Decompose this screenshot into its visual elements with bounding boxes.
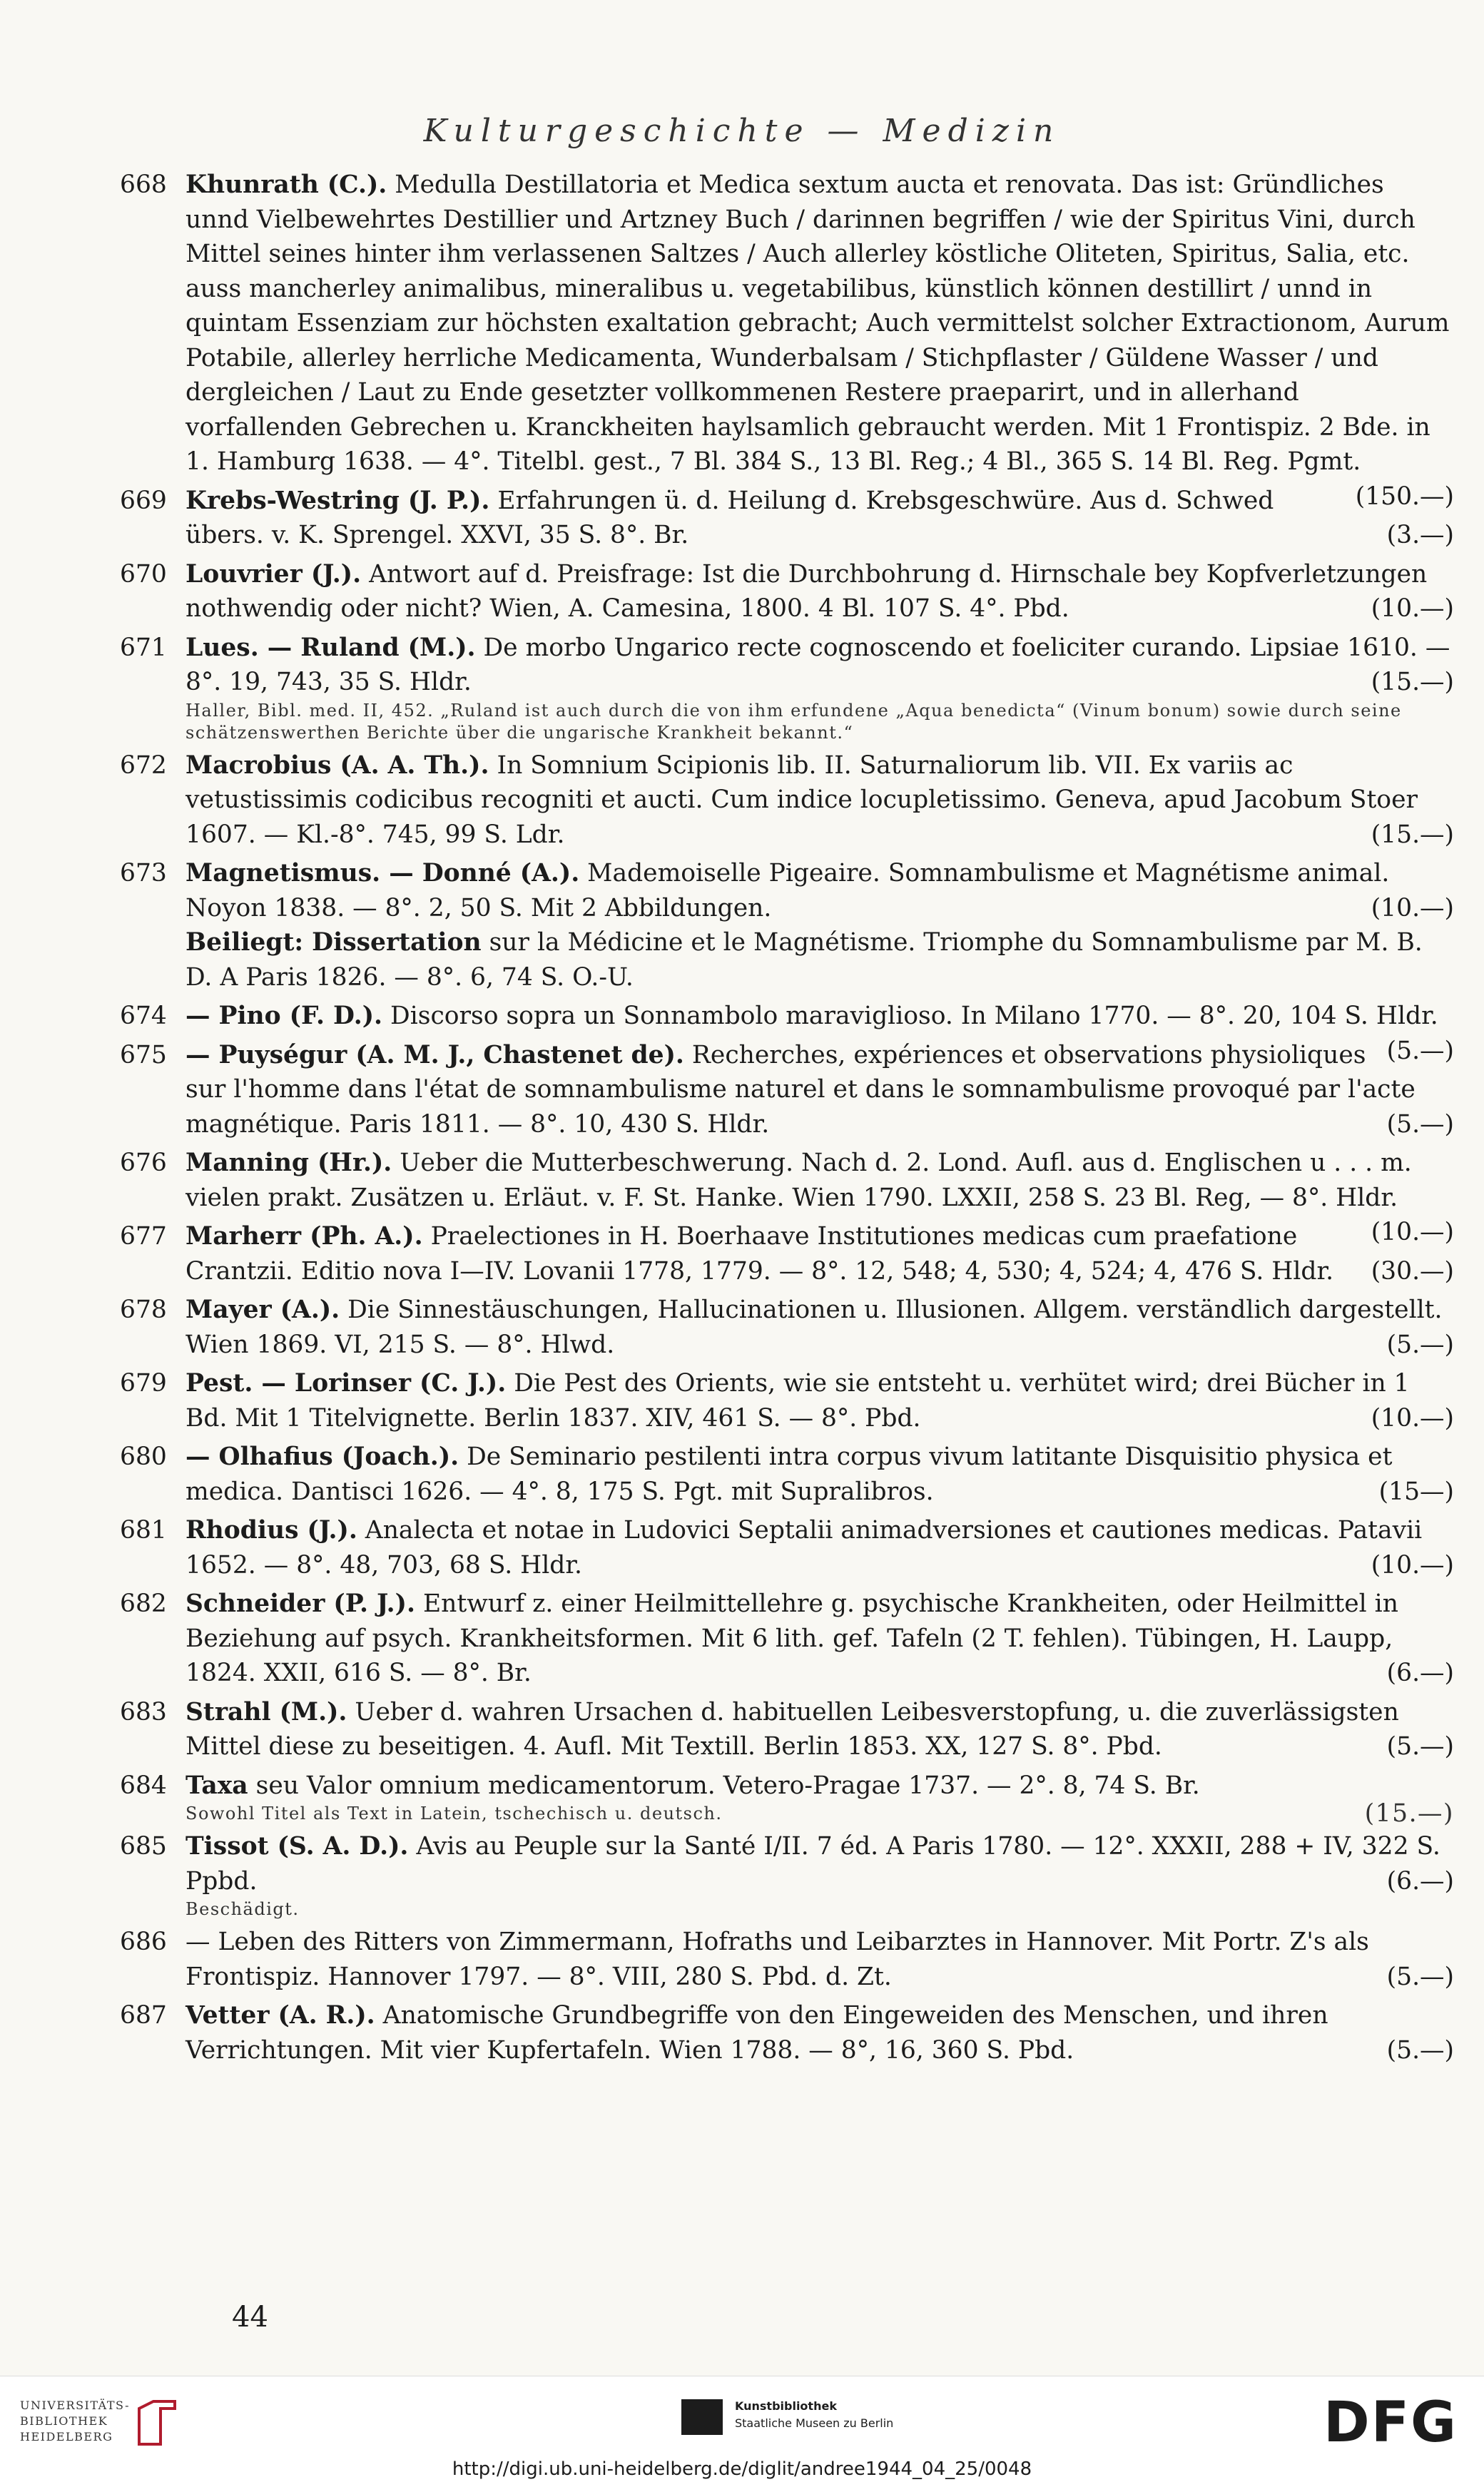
catalog-entry [120,1366,1454,1435]
page-header: Kulturgeschichte — Medizin [423,113,1061,149]
catalog-entry [120,748,1454,853]
entry-number: 671 [120,633,167,662]
entry-supplement-label: Beiliegt: Dissertation [186,928,482,957]
entry-text: Mademoiselle Pigeaire. Somnambulisme et Magnétisme animal. Noyon 1838. — 8°. 2, 50 S. Mit 2 Abbildungen. [186,859,1390,922]
entry-text: Antwort auf d. Preisfrage: Ist die Durchbohrung d. Hirnschale bey Kopfverletzungen nothwendig oder nicht? Wien, A. Camesina, 1800. 4 Bl. 107 S. 4°. Pbd. [186,559,1428,623]
entry-price: (5.—) [1386,1109,1454,1139]
catalog-entry [120,484,1454,553]
entry-number: 684 [120,1771,167,1800]
entry-number: 678 [120,1296,167,1324]
entry-number: 685 [120,1832,167,1861]
entry-author: Marherr (Ph. A.). [186,1222,423,1251]
catalog-entry [120,1587,1454,1691]
entry-price: (150.—) [1355,482,1454,511]
entry-author: Khunrath (C.). [186,171,387,199]
entry-price: (10.—) [1371,1218,1454,1246]
university-library-label: UNIVERSITÄTS- BIBLIOTHEK HEIDELBERG [20,2399,130,2443]
entry-number: 674 [120,1002,167,1030]
entry-price: (15—) [1378,1477,1454,1506]
entry-author: Louvrier (J.). [186,559,362,589]
catalog-entry [120,1219,1454,1288]
entry-price: (10.—) [1371,594,1454,623]
entry-text: Recherches, expériences et observations physioliques sur l'homme dans l'état de somnambulisme naturel et dans le somnambulisme provoqué par l'acte magnétique. Paris 1811. — 8°. 10, 430 S. Hldr. [186,1040,1416,1139]
entry-price: (3.—) [1386,521,1454,549]
entry-text: — Leben des Ritters von Zimmermann, Hofraths und Leibarztes in Hannover. Mit Portr. Z's als Frontispiz. Hannover 1797. — 8°. VIII, 280 S. Pbd. d. Zt. [186,1928,1369,1991]
entry-author: — Puységur (A. M. J., Chastenet de). [186,1040,684,1069]
entry-price: (15.—) [1371,668,1454,696]
catalog-entry [120,1998,1454,2068]
entry-text: Erfahrungen ü. d. Heilung d. Krebsgeschwüre. Aus d. Schwed übers. v. K. Sprengel. XXVI, 35 S. 8°. Br. [186,486,1274,549]
entry-list [120,168,1454,2072]
catalog-entry [120,856,1454,995]
entry-price: (6.—) [1386,1866,1454,1896]
entry-author: — Pino (F. D.). [186,1002,383,1030]
entry-text: In Somnium Scipionis lib. II. Saturnaliorum lib. VII. Ex variis ac vetustissimis codicibus recogniti et aucti. Cum indice locupletissimo. Geneva, apud Jacobum Stoer 1607. — Kl.-8°. 745, 99 S. Ldr. [186,751,1418,849]
entry-text: Die Pest des Orients, wie sie entsteht u. verhütet wird; drei Bücher in 1 Bd. Mit 1 Titelvignette. Berlin 1837. XIV, 461 S. — 8°. Pbd. [186,1369,1410,1433]
catalog-entry [120,1829,1454,1921]
entry-author: Taxa [186,1771,248,1800]
entry-author: Manning (Hr.). [186,1149,392,1177]
catalog-entry [120,1513,1454,1582]
entry-number: 680 [120,1443,167,1471]
entry-price: (5.—) [1386,1036,1454,1065]
entry-author: Magnetismus. — Donné (A.). [186,859,580,888]
entry-number: 676 [120,1149,167,1177]
catalog-entry [120,1293,1454,1362]
footer-bar [0,2376,1484,2487]
entry-note: Beschädigt. [186,1899,300,1919]
catalog-entry [120,1925,1454,1994]
entry-text: Die Sinnestäuschungen, Hallucinationen u. Illusionen. Allgem. verständlich dargestellt. Wien 1869. VI, 215 S. — 8°. Hlwd. [186,1296,1443,1359]
catalog-entry [120,1038,1454,1142]
entry-note: Sowohl Titel als Text in Latein, tschechisch u. deutsch. (15.—) [186,1799,1454,1828]
entry-text: Anatomische Grundbegriffe von den Eingeweiden des Menschen, und ihren Verrichtungen. Mit vier Kupfertafeln. Wien 1788. — 8°, 16, 360 S. Pbd. [186,2001,1328,2065]
entry-author: Vetter (A. R.). [186,2001,375,2030]
entry-number: 669 [120,486,167,515]
entry-number: 670 [120,559,167,589]
page-number: 44 [232,2301,268,2334]
kunstbibliothek-logo-icon [681,2399,723,2435]
entry-price: (15.—) [1364,1799,1454,1828]
entry-text: Entwurf z. einer Heilmittellehre g. psychische Krankheiten, oder Heilmittel in Beziehung auf psych. Krankheitsformen. Mit 6 lith. gef. Tafeln (2 T. fehlen). Tübingen, H. Laupp, 1824. XXII, 616 S. — 8°. Br. [186,1590,1398,1687]
entry-author: Schneider (P. J.). [186,1590,415,1618]
entry-author: Tissot (S. A. D.). [186,1832,409,1861]
catalog-entry [120,1695,1454,1764]
entry-text: Medulla Destillatoria et Medica sextum aucta et renovata. Das ist: Gründliches unnd Vielbewehrtes Destillier und Artzney Buch / darinnen begriffen / wie der Spiritus Vini, durch Mittel seines hinter ihm verlassenen Saltzes / Auch allerley köstliche Oliteten, Spiritus, Salia, etc. auss mancherley animalibus, mineralibus u. vegetabilibus, künstlich können destillirt / unnd in quintam Essenziam zur höchsten exaltation gebracht; Auch vermittelst solcher Extractionom, Aurum Potabile, allerley herrliche Medicamenta, Wunderbalsam / Stichpflaster / Güldene Wasser / und dergleichen / Laut zu Ende gesetzter vollkommenen Restere praeparirt, und in allerhand vorfallenden Gebrechen u. Kranckheiten haylsamlich gebraucht werden. Mit 1 Frontispiz. 2 Bde. in 1. Hamburg 1638. — 4°. Titelbl. gest., 7 Bl. 384 S., 13 Bl. Reg.; 4 Bl., 365 S. 14 Bl. Reg. Pgmt. [186,171,1450,476]
entry-number: 673 [120,859,167,888]
entry-price: (5.—) [1386,1330,1454,1359]
source-url[interactable]: http://digi.ub.uni-heidelberg.de/diglit/andree1944_04_25/0048 [452,2458,1032,2480]
entry-price: (6.—) [1386,1659,1454,1687]
entry-price: (10.—) [1371,1403,1454,1433]
entry-number: 679 [120,1369,167,1398]
catalog-entry [120,1769,1454,1826]
entry-number: 681 [120,1516,167,1545]
entry-text: De morbo Ungarico recte cognoscendo et foeliciter curando. Lipsiae 1610. — 8°. 19, 743, 35 S. Hldr. [186,633,1450,696]
entry-note: Haller, Bibl. med. II, 452. „Ruland ist auch durch die von ihm erfundene „Aqua benedicta“ (Vinum bonum) sowie durch seine schätzenswerthen Berichte über die ungarische Krankheit bekannt.“ [186,700,1402,743]
entry-text: Analecta et notae in Ludovici Septalii animadversiones et cautiones medicas. Patavii 1652. — 8°. 48, 703, 68 S. Hldr. [186,1516,1423,1580]
entry-price: (5.—) [1386,1962,1454,1991]
entry-price: (5.—) [1386,2035,1454,2065]
entry-price: (15.—) [1371,820,1454,849]
entry-number: 686 [120,1928,167,1956]
entry-number: 668 [120,171,167,199]
catalog-entry [120,631,1454,744]
entry-author: — Olhafius (Joach.). [186,1443,459,1471]
entry-number: 687 [120,2001,167,2030]
entry-price: (10.—) [1371,1550,1454,1580]
entry-text: Ueber die Mutterbeschwerung. Nach d. 2. Lond. Aufl. aus d. Englischen u . . . m. vielen prakt. Zusätzen u. Erläut. v. F. St. Hanke. Wien 1790. LXXII, 258 S. 23 Bl. Reg, — 8°. Hldr. [186,1149,1412,1212]
university-logo-icon [132,2394,182,2451]
entry-author: Mayer (A.). [186,1296,340,1324]
entry-number: 675 [120,1040,167,1069]
entry-number: 683 [120,1697,167,1726]
entry-text: Discorso sopra un Sonnambolo maraviglioso. In Milano 1770. — 8°. 20, 104 S. Hldr. [382,1002,1438,1030]
entry-price: (30.—) [1371,1256,1454,1286]
entry-text: Ueber d. wahren Ursachen d. habituellen Leibesverstopfung, u. die zuverlässigsten Mittel diese zu beseitigen. 4. Aufl. Mit Textill. Berlin 1853. XX, 127 S. 8°. Pbd. [186,1697,1399,1761]
entry-price: (10.—) [1371,893,1454,922]
entry-number: 672 [120,751,167,780]
entry-author: Lues. — Ruland (M.). [186,633,476,662]
entry-supplement-text: sur la Médicine et le Magnétisme. Triomphe du Somnambulisme par M. B. D. A Paris 1826. — 8°. 6, 74 S. O.-U. [186,928,1423,992]
entry-text: Avis au Peuple sur la Santé I/II. 7 éd. A Paris 1780. — 12°. XXXII, 288 + IV, 322 S. Ppbd. [186,1832,1440,1896]
entry-text: Praelectiones in H. Boerhaave Institutiones medicas cum praefatione Crantzii. Editio nova I—IV. Lovanii 1778, 1779. — 8°. 12, 548; 4, 530; 4, 524; 4, 476 S. Hldr. [186,1222,1334,1286]
entry-number: 682 [120,1590,167,1618]
catalog-entry [120,1440,1454,1509]
entry-author: Pest. — Lorinser (C. J.). [186,1369,507,1398]
entry-price: (5.—) [1386,1732,1454,1761]
kunstbibliothek-label: Kunstbibliothek Staatliche Museen zu Berlin [735,2399,894,2430]
entry-author: Krebs-Westring (J. P.). [186,486,490,515]
entry-author: Strahl (M.). [186,1697,347,1726]
entry-text: seu Valor omnium medicamentorum. Vetero-Pragae 1737. — 2°. 8, 74 S. Br. [248,1771,1200,1800]
entry-author: Macrobius (A. A. Th.). [186,751,489,780]
catalog-entry [120,557,1454,626]
entry-author: Rhodius (J.). [186,1516,357,1545]
entry-text: De Seminario pestilenti intra corpus vivum latitante Disquisitio physica et medica. Dantisci 1626. — 4°. 8, 175 S. Pgt. mit Supralibros. [186,1443,1393,1506]
entry-number: 677 [120,1222,167,1251]
dfg-logo: DFG [1323,2391,1458,2455]
